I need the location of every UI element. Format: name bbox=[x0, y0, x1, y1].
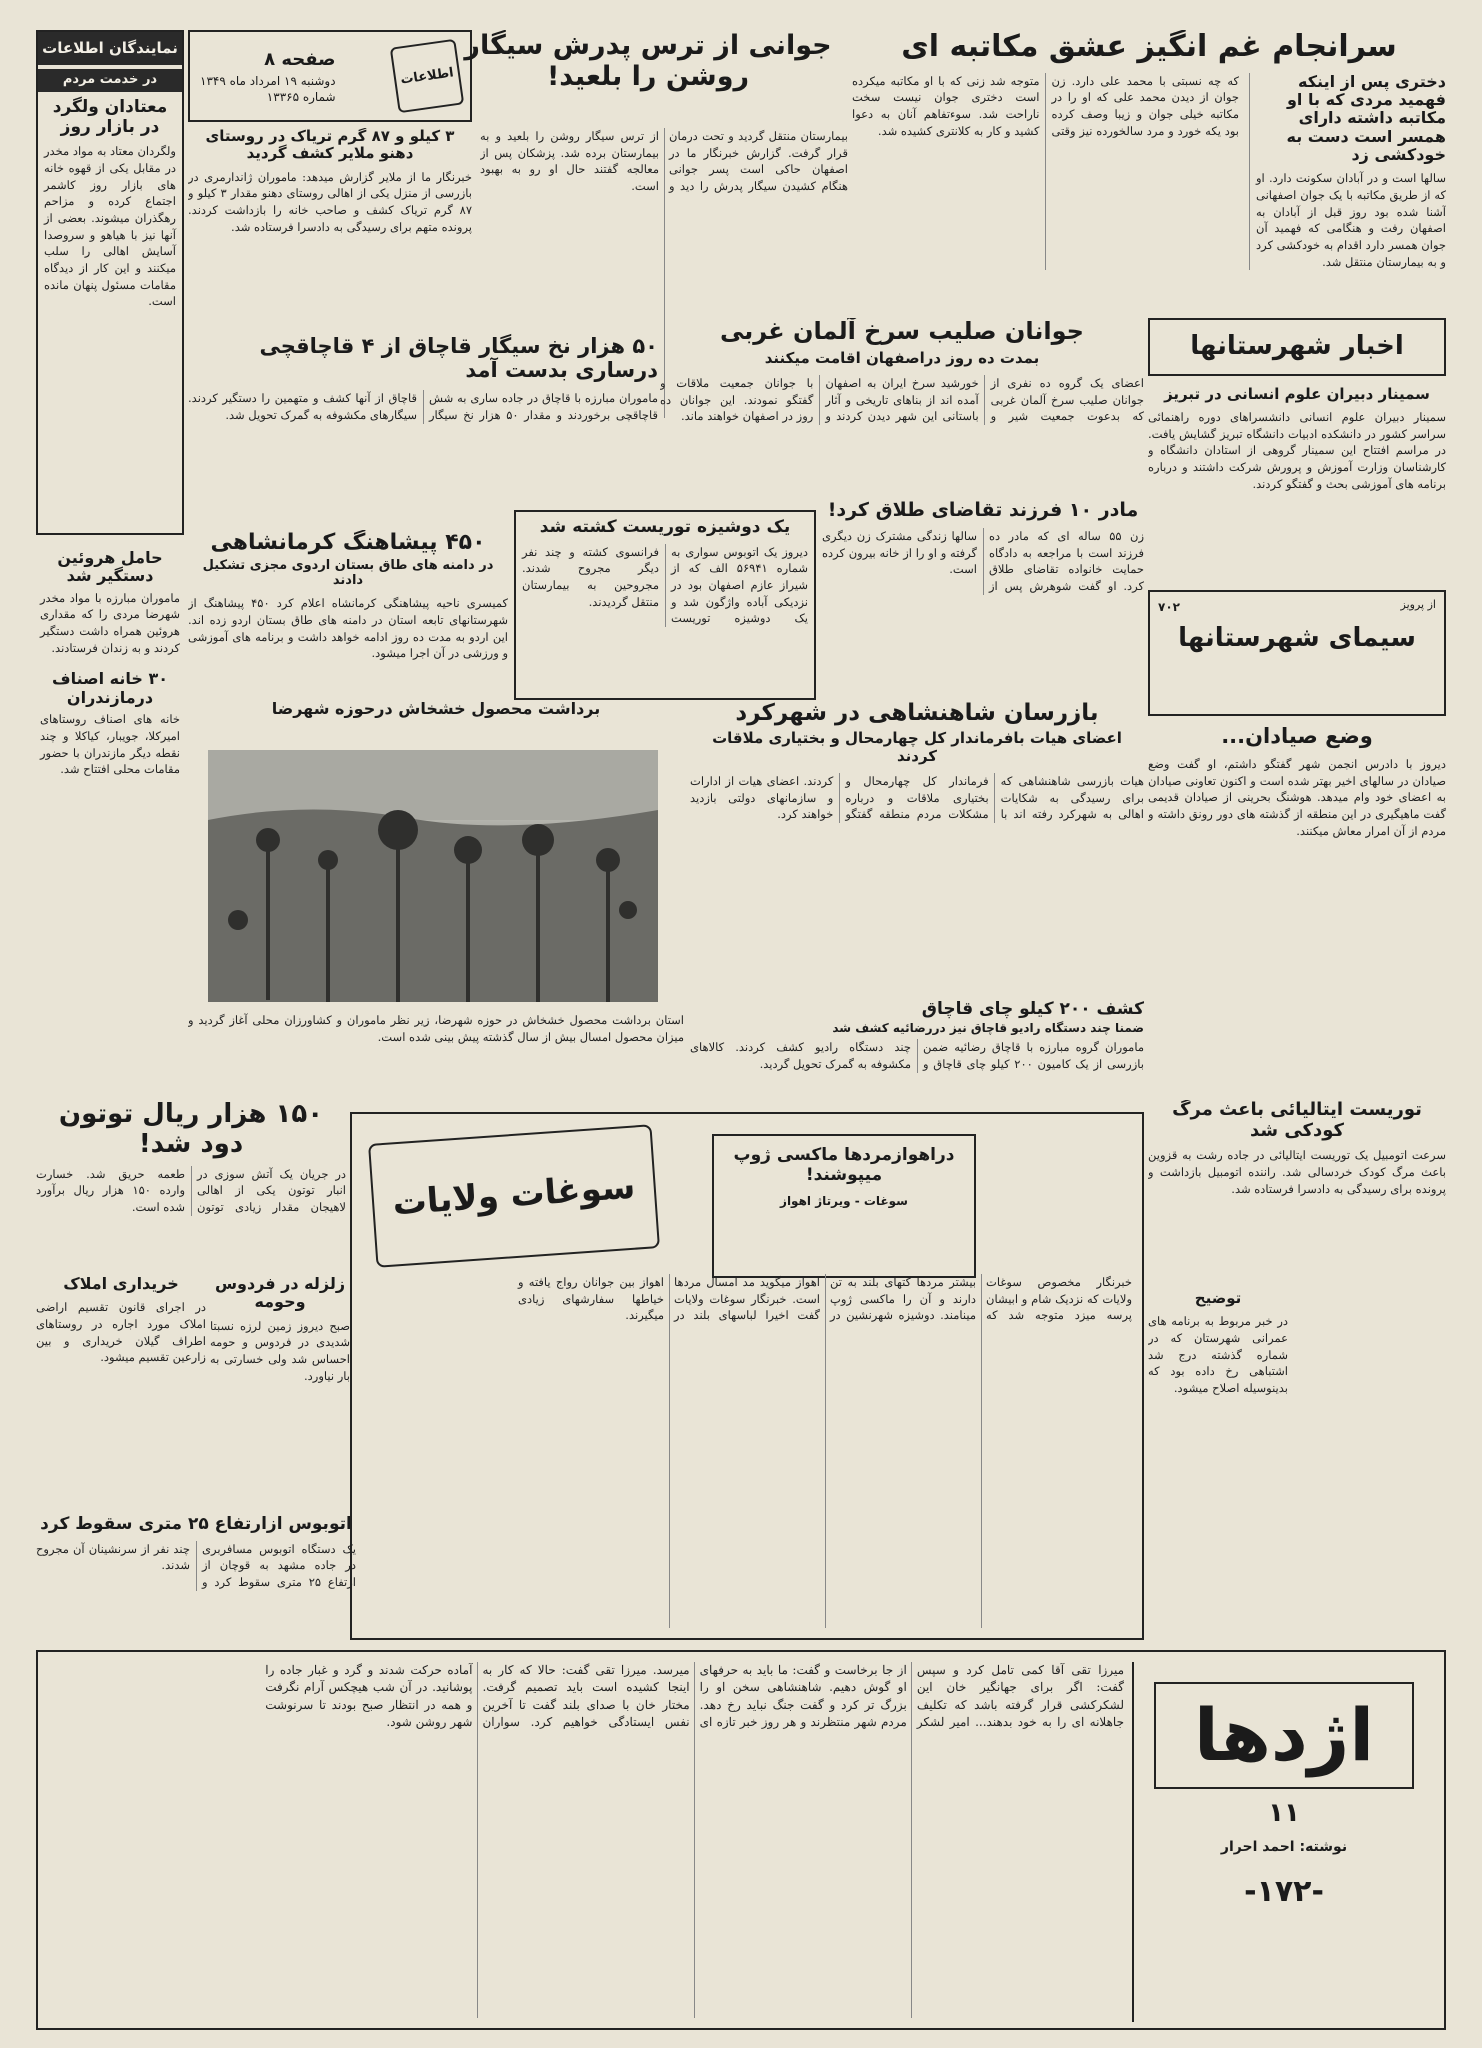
souvenir-featured-box bbox=[712, 1134, 976, 1278]
text-correction: در خبر مربوط به برنامه های عمرانی شهرستان که در شماره گذشته درج شد اشتباهی رخ داده بود که بدینوسیله اصلاح میشود. bbox=[1148, 1314, 1288, 1395]
subheadline-red-cross: بمدت ده روز دراصفهان اقامت میکنند bbox=[764, 348, 1040, 367]
headline-maxi-jupe: دراهوازمردها ماکسی ژوپ میپوشند! bbox=[733, 1145, 955, 1185]
story-property bbox=[36, 1275, 206, 1515]
headline-romance: سرانجام غم انگیز عشق مکاتبه ای bbox=[901, 30, 1397, 64]
logo-text: اطلاعات bbox=[399, 64, 455, 88]
headline-divorce: مادر ۱۰ فرزند تقاضای طلاق کرد! bbox=[827, 500, 1139, 521]
headline-italian-tourist: توریست ایتالیائی باعث مرگ کودکی شد bbox=[1172, 1100, 1422, 1141]
story-cigarettes-smuggled bbox=[188, 330, 658, 510]
headline-tea-seizure: کشف ۲۰۰ کیلو چای قاچاق bbox=[921, 1000, 1144, 1019]
souvenir-logo bbox=[368, 1124, 660, 1268]
text-italian-tourist: سرعت اتومبیل یک توریست ایتالیائی در جاده رشت به قزوین باعث مرگ کودک خردسالی شد. راننده اتومبیل بازداشت و پرونده برای رسیدگی به دادسرا فرستاده شد. bbox=[1148, 1148, 1446, 1196]
headline-red-cross: جوانان صلیب سرخ آلمان غربی bbox=[720, 318, 1084, 345]
text-seminar: سمینار دبیران علوم انسانی دانشسراهای دوره راهنمائی سراسر کشور در دانشکده ادبیات دانشگاه تبریز گشایش یافت. در مراسم افتتاح این سمینار گروهی از استادان دانشگاه و کارشناسان وزارت آموزش و پرورش شرکت داشتند و درباره برنامه های آموزشی بحث و گفتگو کردند. bbox=[1148, 410, 1446, 491]
story-earthquake bbox=[210, 1275, 350, 1455]
serial-episode: -۱۷۲- bbox=[1244, 1873, 1324, 1909]
text-suicide: سالها است و در آبادان سکونت دارد. او که از طریق مکاتبه با یک جوان اصفهانی آشنا شده بود روز قبل از آبادان به اصفهان رفت و هنگامی که فهمید آن جوان همسر دارد اقدام به خودکشی کرد و به بیمارستان منتقل شد. bbox=[1256, 171, 1446, 269]
story-divorce bbox=[822, 500, 1144, 700]
story-opium bbox=[188, 128, 472, 328]
reporters-box bbox=[36, 30, 184, 535]
text-opium: خبرنگار ما از ملایر گزارش میدهد: ماموران ژاندارمری در بازرسی از منزل یکی از اهالی روستای دهنو مقدار ۳ کیلو و ۸۷ گرم تریاک کشف و صاحب خانه را بازداشت کردند. پرونده متهم برای رسیدگی به دادسرا فرستاده شد. bbox=[188, 169, 472, 234]
headline-tourist-killed: یک دوشیزه توریست کشته شد bbox=[539, 517, 791, 537]
page-label: صفحه ۸ bbox=[264, 48, 336, 70]
story-scouts bbox=[188, 530, 508, 700]
serial-title: اژدها bbox=[1154, 1682, 1414, 1789]
issue-date: دوشنبه ۱۹ امرداد ماه ۱۳۴۹ bbox=[200, 73, 336, 88]
headline-cigarette: جوانی از ترس پدرش سیگار روشن را بلعید! bbox=[464, 30, 832, 93]
story-poppy-harvest bbox=[188, 700, 684, 1100]
headline-bus-crash: اتوبوس ازارتفاع ۲۵ متری سقوط کرد bbox=[40, 1515, 352, 1534]
headline-fishermen: وضع صیادان... bbox=[1221, 724, 1373, 748]
headline-heroin: حامل هروئین دستگیر شد bbox=[57, 548, 163, 586]
city-profile-number: ۷۰۲ bbox=[1158, 600, 1180, 614]
souvenir-logo-text: سوغات ولایات bbox=[391, 1167, 637, 1224]
serial-author: نوشته: احمد احرار bbox=[1220, 1838, 1348, 1855]
story-seminar bbox=[1148, 318, 1446, 583]
text-cigarette: بیمارستان منتقل گردید و تحت درمان قرار گرفت. گزارش خبرنگار ما در اصفهان حاکی است پسر جوانی هنگام کشیدن سیگار پدرش را دید و از ترس سیگار روشن را بلعید و به بیمارستان برده شد. پزشکان پس از معالجه گفتند حال او رو به بهبود است. bbox=[480, 129, 848, 194]
text-divorce: زن ۵۵ ساله ای که مادر ده فرزند است با مراجعه به دادگاه حمایت خانواده تقاضای طلاق کرد. او گفت شوهرش پس از سالها زندگی مشترک زن دیگری گرفته و او را از خانه بیرون کرده است. bbox=[822, 528, 1144, 593]
story-tea-seizure bbox=[690, 1000, 1144, 1110]
issue-number: شماره ۱۳۳۶۵ bbox=[266, 89, 336, 104]
headline-earthquake: زلزله در فردوس وحومه bbox=[214, 1275, 346, 1312]
story-inspectors bbox=[690, 700, 1144, 1000]
text-earthquake: صبح دیروز زمین لرزه نسبتا شدیدی در فردوس و حومه احساس شد ولی خسارتی به بار نیاورد. bbox=[210, 1318, 350, 1383]
serial-section bbox=[36, 1650, 1446, 2030]
headline-poppy-harvest: برداشت محصول خشخاش درحوزه شهرضا bbox=[271, 700, 601, 718]
text-fishermen: دیروز با دادرس انجمن شهر گفتگو داشتم، او گفت وضع صیادان در سالهای اخیر بهتر شده است و اکنون تعاونی صیادان به اعضای خود وام میدهد. هوشنگ بحرینی از صیادان قدیمی گفت ماهیگیری در این منطقه از گذشته های دور رونق داشته و مردم از آن امرار معاش میکنند. bbox=[1148, 757, 1446, 838]
story-romance bbox=[852, 30, 1446, 320]
headline-guilds: ۳۰ خانه اصناف درمازندران bbox=[52, 669, 168, 707]
story-italian-tourist bbox=[1148, 1100, 1446, 1280]
serial-title-block bbox=[1132, 1662, 1434, 2022]
story-correction bbox=[1148, 1290, 1288, 1430]
reporters-box-title: نمایندگان اطلاعات bbox=[38, 32, 182, 65]
text-heroin: ماموران مبارزه با مواد مخدر شهرضا مردی را که مقداری هروئین همراه داشت دستگیر کردند و به زندان فرستادند. bbox=[40, 590, 180, 655]
city-profile-banner bbox=[1148, 590, 1446, 716]
text-inspectors: هیات بازرسی شاهنشاهی که برای رسیدگی به شکایات اهالی به شهرکرد رفته اند با فرماندار کل چهارمحال و بختیاری ملاقات و درباره مشکلات مردم منطقه گفتگو کردند. اعضای هیات از ادارات و سازمانهای دولتی بازدید خواهند کرد. bbox=[690, 773, 1144, 822]
story-bus-crash bbox=[36, 1515, 356, 1625]
headline-scouts: ۴۵۰ پیشاهنگ کرمانشاهی bbox=[210, 530, 486, 555]
text-tobacco: در جریان یک آتش سوزی در انبار توتون یکی از اهالی لاهیجان مقدار زیادی توتون طعمه حریق شد. خسارت وارده ۱۵۰ هزار ریال برآورد شده است. bbox=[36, 1166, 346, 1215]
text-scouts: کمیسری ناحیه پیشاهنگی کرمانشاه اعلام کرد ۴۵۰ پیشاهنگ از شهرستانهای تابعه استان در دامنه های طاق بستان اردو زده اند. این اردو به مدت ده روز ادامه خواهد داشت و برنامه های آموزشی و ورزشی در آن اجرا میشود. bbox=[188, 596, 508, 661]
provinces-news-banner: اخبار شهرستانها bbox=[1148, 318, 1446, 376]
text-romance: که چه نسبتی با محمد علی دارد. زن جوان از دیدن محمد علی که او را در مکاتبه خیلی جوان و زیبا وصف کرده بود یکه خورد و مرد سالخورده نیز وقتی متوجه شد زنی که با او مکاتبه میکرده است دختری جوان نیست سخت ناراحت شد. سوءتفاهم آنان به دعوا کشید و کار به کلانتری کشیده شد. bbox=[852, 73, 1239, 138]
text-tea-seizure: ماموران گروه مبارزه با قاچاق رضائیه ضمن بازرسی از یک کامیون ۲۰۰ کیلو چای قاچاق و چند دستگاه رادیو کشف کردند. کالاهای مکشوفه به گمرک تحویل گردید. bbox=[690, 1040, 1144, 1072]
story-tourist-killed bbox=[514, 510, 816, 700]
story-red-cross bbox=[660, 318, 1144, 498]
headline-correction: توضیح bbox=[1194, 1290, 1242, 1307]
text-guilds: خانه های اصناف روستاهای امیرکلا، جویبار، کیاکلا و چند نقطه دیگر مازندران با حضور مقامات محلی افتتاح شد. bbox=[40, 712, 180, 777]
serial-part: ۱۱ bbox=[1268, 1797, 1300, 1828]
subheadline-tea-seizure: ضمنا چند دستگاه رادیو قاچاق نیز دررضائیه کشف شد bbox=[832, 1020, 1144, 1035]
story-tobacco bbox=[36, 1100, 346, 1270]
headline-opium: ۳ کیلو و ۸۷ گرم تریاک در روستای دهنو ملایر کشف گردید bbox=[205, 128, 455, 163]
text-serial: میرزا تقی آقا کمی تامل کرد و سپس گفت: اگر برای جهانگیر خان این لشکرکشی قرار گرفته باشد که تکلیف جاهلانه ای را به خود بدهند... امیر لشکر از جا برخاست و گفت: ما باید به حرفهای او گوش دهیم. شاهنشاهی سخن او را بزرگ تر کرد و گفت جنگ نباید رخ دهد. مردم شهر منتظرند و هر روز خبر تازه ای میرسد. میرزا تقی گفت: حالا که کار به اینجا کشیده است باید تصمیم گرفت. مختار خان با صدای بلند گفت تا آخرین نفس ایستادگی خواهیم کرد. سواران آماده حرکت شدند و گرد و غبار جاده را پوشانید. در آن شب هیچکس آرام نگرفت و همه در انتظار صبح بودند تا سرنوشت شهر روشن شود. bbox=[265, 1663, 1124, 1730]
subheadline-scouts: در دامنه های طاق بستان اردوی مجزی تشکیل دادند bbox=[202, 558, 494, 589]
poppy-field-photo bbox=[208, 750, 658, 1002]
text-red-cross: اعضای یک گروه ده نفری از جوانان صلیب سرخ آلمان غربی که بدعوت جمعیت شیر و خورشید سرخ ایران به اصفهان آمده اند از بناهای تاریخی و آثار باستانی این شهر دیدن کردند و با جوانان جمعیت ملاقات و گفتگو نمودند. این جوانان ده روز در اصفهان خواهند ماند. bbox=[660, 375, 1144, 424]
headline-suicide: دختری پس از اینکه فهمید مردی که با او مکاتبه داشته دارای همسر است دست به خودکشی زد bbox=[1286, 71, 1446, 165]
subheadline-maxi-jupe: سوغات - ویرتاژ اهواز bbox=[780, 1194, 908, 1209]
text-souvenir: خبرنگار مخصوص سوغات ولایات که نزدیک شام و ابیشان پرسه میزد متوجه شد که بیشتر مردها کتهای بلند به تن دارند و آن را ماکسی ژوپ مینامند. دوشیزه شهرنشین در اهواز میگوید مد امسال مردها است. خبرنگار سوغات ولایات گفت اخیرا لباسهای بلند در اهواز بین جوانان رواج یافته و خیاطها سفارشهای زیادی میگیرند. bbox=[518, 1275, 1132, 1323]
headline-addicts: معتادان ولگرد در بازار روز bbox=[52, 97, 168, 137]
city-profile-banner-small: از پرویز bbox=[1400, 598, 1436, 611]
text-addicts: ولگردان معتاد به مواد مخدر در مقابل یکی از قهوه خانه های بازار روز کاشمر اجتماع کرده و مزاحم رهگذران میشوند. بعضی از آنها نیز با هیاهو و سروصدا آسایش اهالی را سلب میکنند و این کار از دیدگاه مقامات مسئول پنهان مانده است. bbox=[44, 144, 176, 309]
subheadline-inspectors: اعضای هیات بافرماندار کل چهارمحال و بختیاری ملاقات کردند bbox=[712, 729, 1122, 765]
text-smuggled-cigarettes: ماموران مبارزه با قاچاق در جاده ساری به شش قاچاقچی برخوردند و مقدار ۵۰ هزار نخ سیگار قاچاق از آنها کشف و متهمین را دستگیر کردند. سیگارهای مکشوفه به گمرک تحویل شد. bbox=[188, 391, 658, 422]
caption-poppy-harvest: استان برداشت محصول خشخاش در حوزه شهرضا، زیر نظر ماموران و کشاورزان محلی آغاز گردید و میزان محصول امسال بیش از سال گذشته پیش بینی شده است. bbox=[188, 1013, 684, 1044]
headline-smuggled-cigarettes: ۵۰ هزار نخ سیگار قاچاق از ۴ قاچاقچی درساری بدست آمد bbox=[259, 334, 658, 383]
text-bus-crash: یک دستگاه اتوبوس مسافربری در جاده مشهد به قوچان از ارتفاع ۲۵ متری سقوط کرد و چند نفر از سرنشینان آن مجروح شدند. bbox=[36, 1541, 356, 1589]
text-property: در اجرای قانون تقسیم اراضی املاک مورد اجاره در روستاهای اطراف گیلان خریداری و بین زارعین تقسیم میشود. bbox=[36, 1300, 206, 1365]
reporters-box-subtitle: در خدمت مردم bbox=[38, 69, 182, 92]
souvenir-section bbox=[350, 1112, 1144, 1640]
headline-inspectors: بازرسان شاهنشاهی در شهرکرد bbox=[735, 700, 1099, 726]
poppy-field-image bbox=[208, 750, 658, 1002]
headline-seminar: سمینار دبیران علوم انسانی در تبریز bbox=[1164, 384, 1430, 403]
headline-tobacco: ۱۵۰ هزار ریال توتون دود شد! bbox=[58, 1100, 324, 1159]
city-profile-banner-title: سیمای شهرستانها bbox=[1178, 623, 1416, 653]
text-tourist-killed: دیروز یک اتوبوس سواری به شماره ۵۶۹۴۱ الف که از شیراز عازم اصفهان بود در نزدیکی آباده واژگون شد و یک دوشیزه توریست فرانسوی کشته و چند نفر دیگر مجروح شدند. مجروحین به بیمارستان منتقل گردیدند. bbox=[522, 544, 808, 626]
headline-property: خریداری املاک bbox=[63, 1275, 179, 1293]
